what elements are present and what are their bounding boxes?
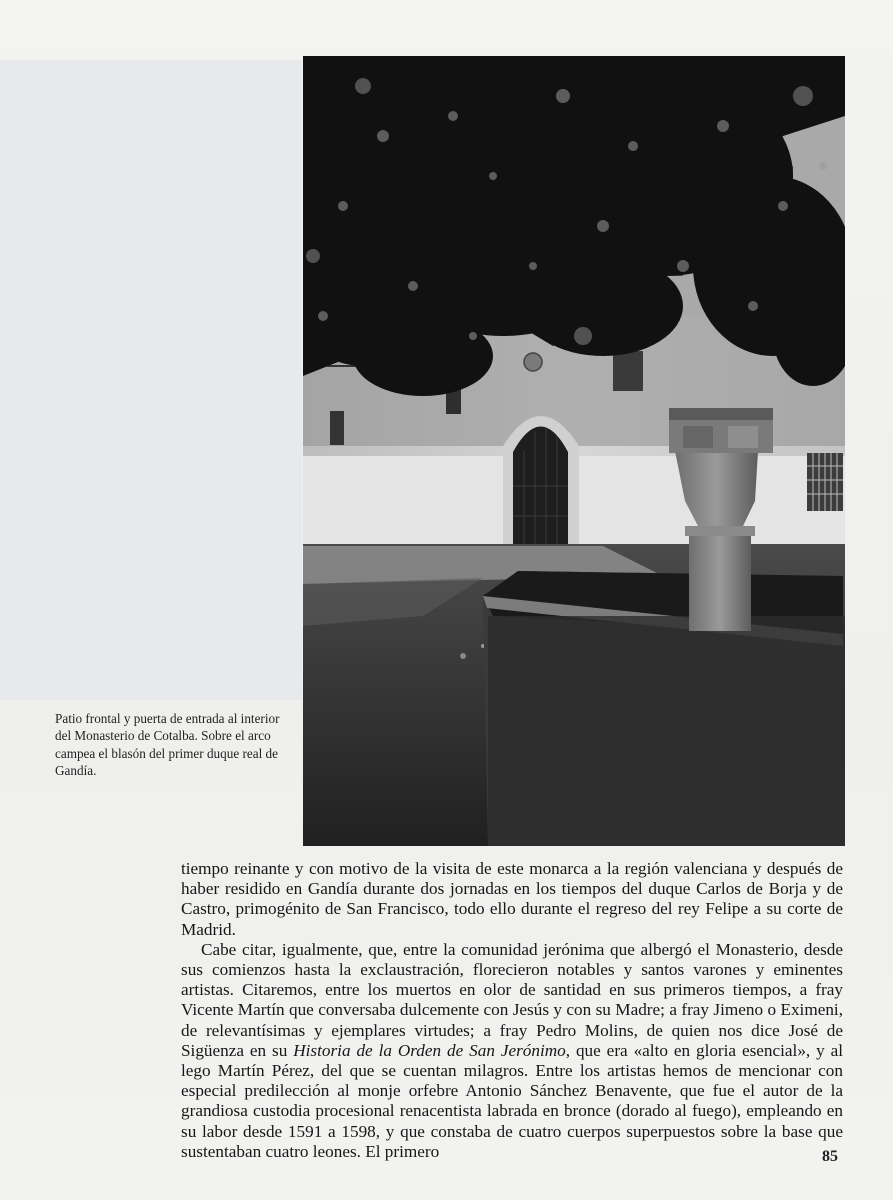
paragraph-1: tiempo reinante y con motivo de la visita de este monarca a la región valenciana y después de haber residido en Gandía durante dos jornadas en los tiempos del duque Carlos de Borja y de Castro, primogénito de San Francisco, todo ello durante el regreso del rey Felipe a su corte de Madrid. — [181, 859, 843, 939]
side-panel — [0, 60, 302, 700]
article-body — [181, 859, 843, 1162]
paragraph-2-part-1: Cabe citar, igualmente, que, entre la comunidad jerónima que albergó el Monasterio, desde sus comienzos hasta la exclaustración, florecieron notables y santos varones y eminentes artistas. Citaremos, entre los muertos en olor de santidad en sus primeros tiempos, a fray Vicente Martín que conversaba dulcemente con Jesús y con su Madre; a fray Jimeno o Eximeni, de relevantísimas y ejemplares virtudes; a fray Pedro Molins, de quien nos dice José de Sigüenza en su — [181, 939, 843, 1060]
courtyard-photo — [303, 56, 845, 846]
page-number: 85 — [822, 1148, 838, 1165]
paragraph-2 — [181, 940, 843, 1162]
caption-text: Patio frontal y puerta de entrada al interior del Monasterio de Cotalba. Sobre el arco campea el blasón del primer duque real de Gandía. — [55, 711, 280, 779]
paragraph-2-part-2: , que era «alto en gloria esencial», y al lego Martín Pérez, del que se cuentan milagros. Entre los artistas hemos de mencionar con especial predilección al monje orfebre Antonio Sánchez Benavente, que fue el autor de la grandiosa custodia procesional renacentista labrada en bronce (dorado al fuego), empleando en su labor desde 1591 a 1598, y que constaba de cuatro cuerpos superpuestos sobre la base que sustentaban cuatro leones. El primero — [181, 1040, 844, 1161]
book-title: Historia de la Orden de San Jerónimo — [293, 1040, 566, 1060]
photo-caption — [55, 710, 293, 780]
